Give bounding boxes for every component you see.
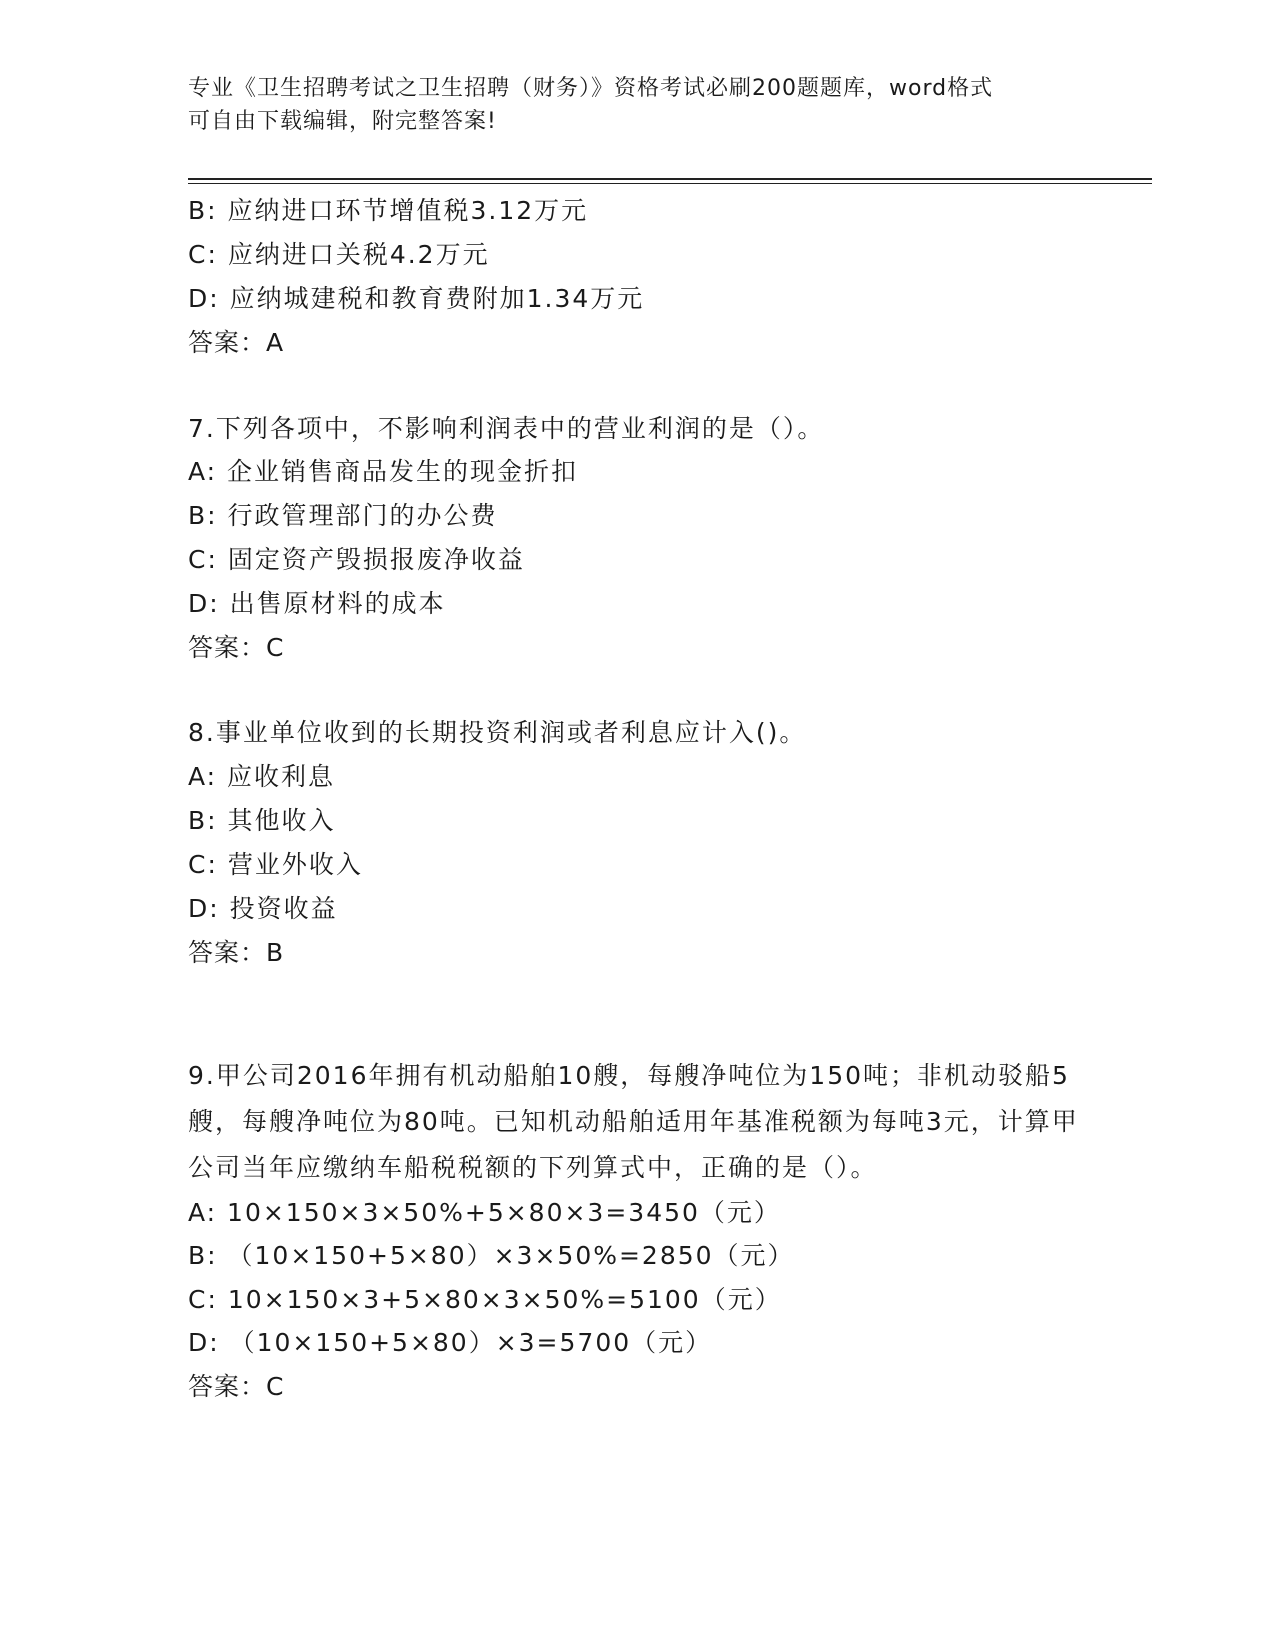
q8-option-c: C: 营业外收入 — [188, 850, 363, 879]
q7-answer: 答案：C — [188, 633, 285, 662]
q9-option-d: D: （10×150+5×80）×3=5700（元） — [188, 1328, 713, 1357]
q8-answer: 答案：B — [188, 938, 285, 967]
q7-stem: 7.下列各项中，不影响利润表中的营业利润的是（）。 — [188, 414, 825, 443]
header-rule-thick — [188, 178, 1152, 180]
q8-option-b: B: 其他收入 — [188, 806, 336, 835]
q6-option-b: B: 应纳进口环节增值税3.12万元 — [188, 196, 589, 225]
header-title-line-1: 专业《卫生招聘考试之卫生招聘（财务）》资格考试必刷200题题库，word格式 — [188, 76, 994, 101]
q9-option-b: B: （10×150+5×80）×3×50%=2850（元） — [188, 1241, 795, 1270]
q8-option-d: D: 投资收益 — [188, 894, 338, 923]
q8-stem: 8.事业单位收到的长期投资利润或者利息应计入()。 — [188, 718, 807, 747]
q7-option-b: B: 行政管理部门的办公费 — [188, 501, 498, 530]
q7-option-a: A: 企业销售商品发生的现金折扣 — [188, 457, 579, 486]
header-rule-thin — [188, 183, 1152, 184]
q8-option-a: A: 应收利息 — [188, 762, 336, 791]
header-title-line-2: 可自由下载编辑，附完整答案! — [188, 109, 497, 134]
q7-option-c: C: 固定资产毁损报废净收益 — [188, 545, 525, 574]
q9-option-a: A: 10×150×3×50%+5×80×3=3450（元） — [188, 1198, 781, 1227]
q6-option-d: D: 应纳城建税和教育费附加1.34万元 — [188, 284, 645, 313]
q9-stem: 9.甲公司2016年拥有机动船舶10艘，每艘净吨位为150吨；非机动驳船5艘，每艘净吨位为80吨。已知机动船舶适用年基准税额为每吨3元，计算甲公司当年应缴纳车船税税额的下列算式中，正确的是（）。 — [188, 1061, 1079, 1182]
q9-option-c: C: 10×150×3+5×80×3×50%=5100（元） — [188, 1285, 782, 1314]
q6-answer: 答案：A — [188, 328, 285, 357]
q6-option-c: C: 应纳进口关税4.2万元 — [188, 240, 490, 269]
q9-answer: 答案：C — [188, 1372, 285, 1401]
q7-option-d: D: 出售原材料的成本 — [188, 589, 446, 618]
document-header — [188, 72, 1088, 138]
